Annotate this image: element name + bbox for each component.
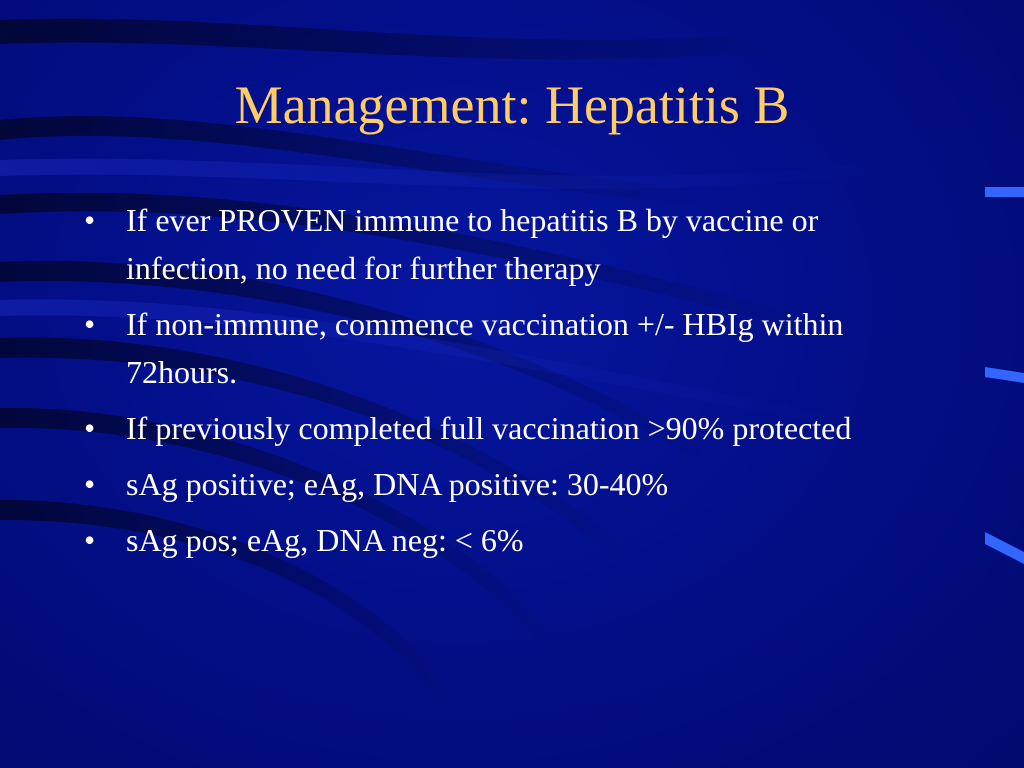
bullet-text: sAg pos; eAg, DNA neg: < 6% — [126, 522, 524, 558]
slide-title: Management: Hepatitis B — [234, 75, 790, 135]
bullet-item — [84, 516, 924, 564]
edge-tick-mark — [985, 530, 1024, 570]
bullet-item — [84, 300, 924, 396]
bullet-list — [84, 196, 924, 572]
bullet-text: If previously completed full vaccination >90% protected — [126, 410, 852, 446]
bullet-icon: • — [84, 522, 96, 558]
bullet-text: If ever PROVEN immune to hepatitis B by vaccine or infection, no need for further therapy — [126, 202, 819, 286]
bullet-icon: • — [84, 306, 96, 342]
bullet-item — [84, 404, 924, 452]
bullet-text: sAg positive; eAg, DNA positive: 30-40% — [126, 466, 669, 502]
bullet-icon: • — [84, 202, 96, 238]
bullet-item — [84, 196, 924, 292]
bullet-text: If non-immune, commence vaccination +/- HBIg within 72hours. — [126, 306, 844, 390]
swoosh-band — [0, 19, 800, 60]
edge-tick-mark — [985, 365, 1024, 387]
edge-tick-mark — [985, 185, 1024, 201]
bullet-item — [84, 460, 924, 508]
bullet-icon: • — [84, 466, 96, 502]
bullet-icon: • — [84, 410, 96, 446]
